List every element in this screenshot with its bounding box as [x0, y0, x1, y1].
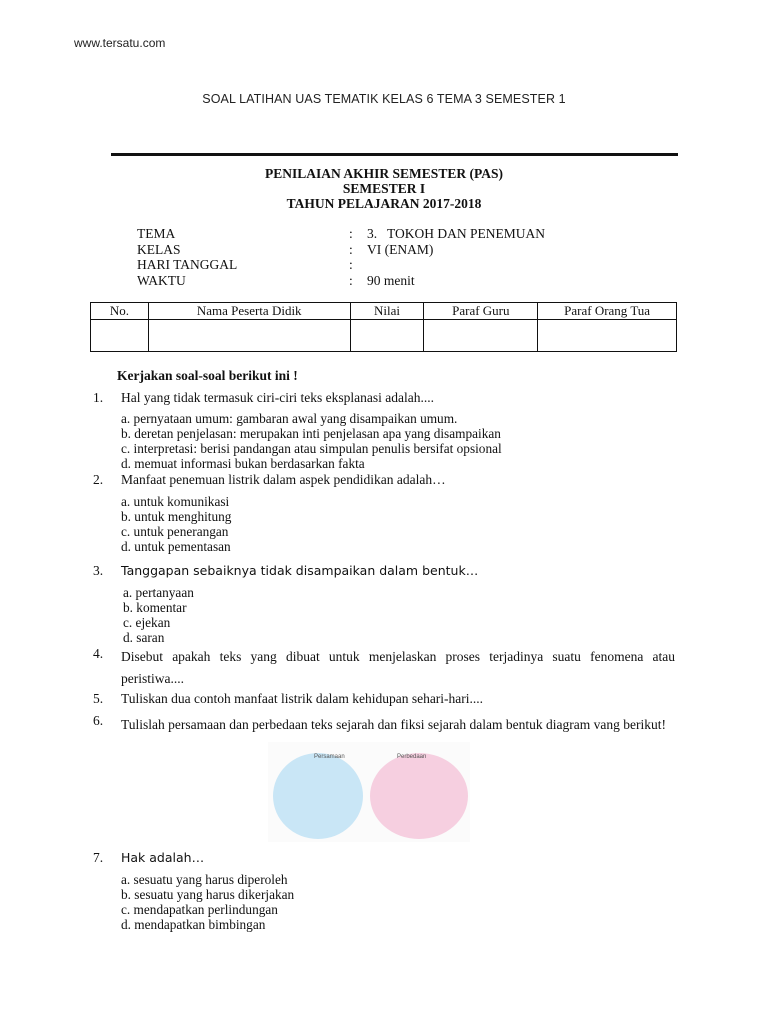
- option-b: b. komentar: [123, 600, 187, 615]
- column-header-no: No.: [91, 303, 149, 320]
- info-label-hari-tanggal: HARI TANGGAL: [137, 257, 238, 272]
- question-number: 5.: [93, 691, 104, 706]
- table-cell-paraf-guru[interactable]: [424, 320, 538, 352]
- table-row: [91, 320, 677, 352]
- option-c: c. ejekan: [123, 615, 171, 630]
- venn-circle-left: [273, 753, 363, 839]
- info-label-waktu: WAKTU: [137, 273, 186, 288]
- question-text: Tuliskan dua contoh manfaat listrik dalam kehidupan sehari-hari....: [121, 691, 484, 706]
- header-divider: [111, 153, 678, 156]
- question-number: 7.: [93, 850, 104, 865]
- option-c: c. interpretasi: berisi pandangan atau simpulan penulis bersifat opsional: [121, 441, 502, 456]
- option-b: b. deretan penjelasan: merupakan inti penjelasan apa yang disampaikan: [121, 426, 501, 441]
- column-header-nama: Nama Peserta Didik: [148, 303, 350, 320]
- info-colon: :: [349, 242, 353, 257]
- option-d: d. mendapatkan bimbingan: [121, 917, 266, 932]
- column-header-nilai: Nilai: [350, 303, 424, 320]
- venn-right-label: Perbedaan: [397, 754, 427, 760]
- option-a: a. sesuatu yang harus diperoleh: [121, 872, 288, 887]
- column-header-paraf-guru: Paraf Guru: [424, 303, 538, 320]
- question-number: 2.: [93, 472, 104, 487]
- info-value-kelas: VI (ENAM): [367, 242, 434, 257]
- question-text: Tanggapan sebaiknya tidak disampaikan dalam bentuk…: [121, 563, 479, 578]
- column-header-paraf-orang-tua: Paraf Orang Tua: [538, 303, 677, 320]
- question-text: Tulislah persamaan dan perbedaan teks sejarah dan fiksi sejarah dalam bentuk diagram vang berikut!: [121, 717, 666, 732]
- site-url[interactable]: www.tersatu.com: [74, 36, 166, 50]
- question-number: 1.: [93, 390, 104, 405]
- info-value-waktu: 90 menit: [367, 273, 415, 288]
- score-table: [90, 302, 677, 352]
- option-d: d. memuat informasi bukan berdasarkan fakta: [121, 456, 365, 471]
- option-d: d. saran: [123, 630, 165, 645]
- question-number: 4.: [93, 646, 104, 661]
- question-number: 6.: [93, 713, 104, 728]
- document-title: SOAL LATIHAN UAS TEMATIK KELAS 6 TEMA 3 SEMESTER 1: [202, 92, 566, 106]
- question-number: 3.: [93, 563, 104, 578]
- venn-left-label: Persamaan: [314, 754, 345, 760]
- option-c: c. mendapatkan perlindungan: [121, 902, 278, 917]
- option-a: a. pertanyaan: [123, 585, 194, 600]
- question-text: Hak adalah…: [121, 850, 205, 865]
- exam-year: TAHUN PELAJARAN 2017-2018: [286, 196, 482, 211]
- info-label-tema: TEMA: [137, 226, 176, 241]
- info-colon: :: [349, 273, 353, 288]
- option-b: b. sesuatu yang harus dikerjakan: [121, 887, 295, 902]
- info-value-tema: 3. TOKOH DAN PENEMUAN: [367, 226, 546, 241]
- option-b: b. untuk menghitung: [121, 509, 232, 524]
- table-cell-paraf-orang-tua[interactable]: [538, 320, 677, 352]
- exam-semester: SEMESTER I: [342, 181, 426, 196]
- info-colon: :: [349, 257, 353, 272]
- exam-title: PENILAIAN AKHIR SEMESTER (PAS): [265, 166, 503, 181]
- venn-diagram: [268, 742, 470, 842]
- option-a: a. untuk komunikasi: [121, 494, 230, 509]
- info-label-kelas: KELAS: [137, 242, 181, 257]
- question-text: Hal yang tidak termasuk ciri-ciri teks eksplanasi adalah....: [121, 390, 435, 405]
- question-text: Manfaat penemuan listrik dalam aspek pendidikan adalah…: [121, 472, 446, 487]
- question-text: Disebut apakah teks yang dibuat untuk menjelaskan proses terjadinya suatu fenomena atau peristiwa....: [121, 649, 675, 686]
- info-colon: :: [349, 226, 353, 241]
- table-cell-nama[interactable]: [148, 320, 350, 352]
- option-c: c. untuk penerangan: [121, 524, 229, 539]
- instruction: Kerjakan soal-soal berikut ini !: [117, 368, 298, 383]
- option-a: a. pernyataan umum: gambaran awal yang disampaikan umum.: [121, 411, 458, 426]
- table-cell-no[interactable]: [91, 320, 149, 352]
- option-d: d. untuk pementasan: [121, 539, 231, 554]
- table-header-row: [91, 303, 677, 320]
- table-cell-nilai[interactable]: [350, 320, 424, 352]
- venn-circle-right: [370, 753, 468, 839]
